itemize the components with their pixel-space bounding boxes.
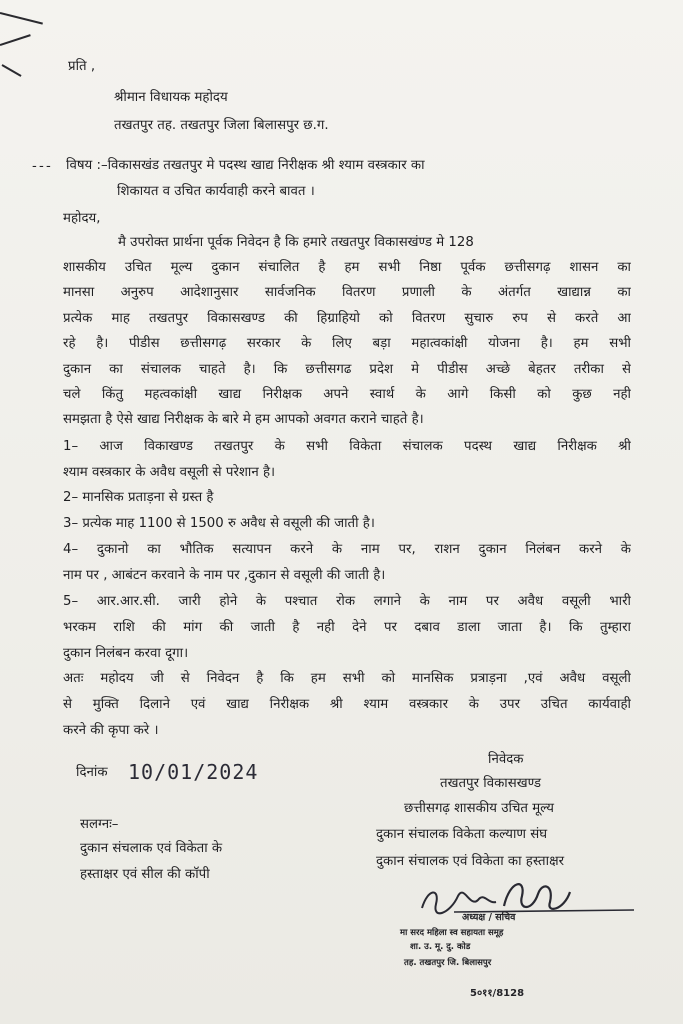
- stamp-line: अध्यक्ष / सचिव: [462, 912, 516, 923]
- corner-mark-2: [0, 34, 31, 46]
- point-line: नाम पर , आबंटन करवाने के नाम पर ,दुकान से वसूली की जाती है।: [63, 568, 386, 583]
- addressee-line-1: श्रीमान विधायक महोदय: [114, 90, 228, 105]
- sender-line-1: तखतपुर विकासखण्ड: [440, 776, 542, 791]
- signature: [414, 874, 644, 924]
- sender-label: निवेदक: [488, 752, 524, 767]
- stamp-line: तह. तखतपुर जि. बिलासपुर: [404, 958, 492, 968]
- point-line: भरकम राशि की मांग की जाती है नही देने पर दबाव डाला जाता है। कि तुम्हारा: [63, 620, 631, 635]
- stamp-line: मा सरद महिला स्व सहायता समूह: [400, 928, 504, 938]
- body-line: समझता है ऐसे खाद्य निरीक्षक के बारे मे हम आपको अवगत कराने चाहते है।: [63, 412, 424, 427]
- point-line: दुकान निलंबन करवा दूगा।: [63, 646, 189, 661]
- body-line: दुकान का संचालक चाहते है। कि छत्तीसगढ प्रदेश मे पीडीस अच्छे बेहतर तरीका से: [63, 362, 631, 377]
- subject-dash: - - -: [32, 159, 50, 174]
- enclosure-line-1: दुकान संचलाक एवं विकेता के: [80, 841, 223, 856]
- salutation: महोदय,: [63, 211, 101, 226]
- to-label: प्रति ,: [68, 59, 96, 74]
- subject-line-1: विषय :–विकासखंड तखतपुर मे पदस्थ खाद्य निरीक्षक श्री श्याम वस्त्रकार का: [66, 158, 425, 173]
- corner-mark-3: [2, 64, 22, 77]
- closing-line: अतः महोदय जी से निवेदन है कि हम सभी को मानसिक प्रत्राड़ना ,एवं अवैध वसूली: [63, 671, 631, 686]
- corner-mark-1: [0, 12, 43, 25]
- sender-line-2: छत्तीसगढ़ शासकीय उचित मूल्य: [404, 801, 554, 816]
- enclosure-line-2: हस्ताक्षर एवं सील की कॉपी: [80, 867, 210, 882]
- sender-line-4: दुकान संचालक एवं विकेता का हस्ताक्षर: [376, 854, 565, 869]
- closing-line: करने की कृपा करे ।: [63, 723, 159, 738]
- point-line: 4– दुकानो का भौतिक सत्यापन करने के नाम पर, राशन दुकान निलंबन करने के: [63, 542, 631, 557]
- date-label: दिनांक: [76, 765, 108, 780]
- stamp-line: 5०११/8128: [470, 988, 525, 999]
- enclosure-heading: सलग्नः–: [80, 817, 119, 832]
- body-line: प्रत्येक माह तखतपुर विकासखण्ड की हिग्राहियो को वितरण सुचारु रुप से करते आ: [63, 311, 631, 326]
- stamp-line: शा. उ. मू. दु. कोड: [410, 942, 471, 952]
- point-line: 3– प्रत्येक माह 1100 से 1500 रु अवैध से वसूली की जाती है।: [63, 516, 375, 531]
- closing-line: से मुक्ति दिलाने एवं खाद्य निरीक्षक श्री श्याम वस्त्रकार के उपर उचित कार्यवाही: [63, 697, 631, 712]
- body-line: रहे है। पीडीस छत्तीसगढ़ सरकार के लिए बड़ा महात्वकांक्षी योजना है। हम सभी: [63, 336, 631, 351]
- body-line: शासकीय उचित मूल्य दुकान संचालित है हम सभी निष्ठा पूर्वक छत्तीसगढ़ शासन का: [63, 260, 631, 275]
- point-line: 1– आज विकाखण्ड तखतपुर के सभी विकेता संचालक पदस्थ खाद्य निरीक्षक श्री: [63, 439, 631, 454]
- body-line: मानसा अनुरुप आदेशानुसार सार्वजनिक वितरण प्रणाली के अंतर्गत खाद्यान्न का: [63, 285, 631, 300]
- subject-line-2: शिकायत व उचित कार्यवाही करने बावत ।: [117, 184, 315, 199]
- body-line: मै उपरोक्त प्रार्थना पूर्वक निवेदन है कि हमारे तखतपुर विकासखंण्ड मे 128: [118, 235, 474, 250]
- addressee-line-2: तखतपुर तह. तखतपुर जिला बिलासपुर छ.ग.: [114, 118, 329, 133]
- body-line: चले किंतु महत्वकांक्षी खाद्य निरीक्षक अपने स्वार्थ के आगे किसी को कुछ नही: [63, 387, 631, 402]
- sender-line-3: दुकान संचालक विकेता कल्याण संघ: [376, 827, 548, 842]
- point-line: श्याम वस्त्रकार के अवैध वसूली से परेशान है।: [63, 465, 276, 480]
- point-line: 2– मानसिक प्रताड़ना से ग्रस्त है: [63, 490, 214, 505]
- date-value: 10/01/2024: [128, 760, 259, 784]
- point-line: 5– आर.आर.सी. जारी होने के पश्चात रोक लगाने के नाम पर अवैध वसूली भारी: [63, 594, 631, 609]
